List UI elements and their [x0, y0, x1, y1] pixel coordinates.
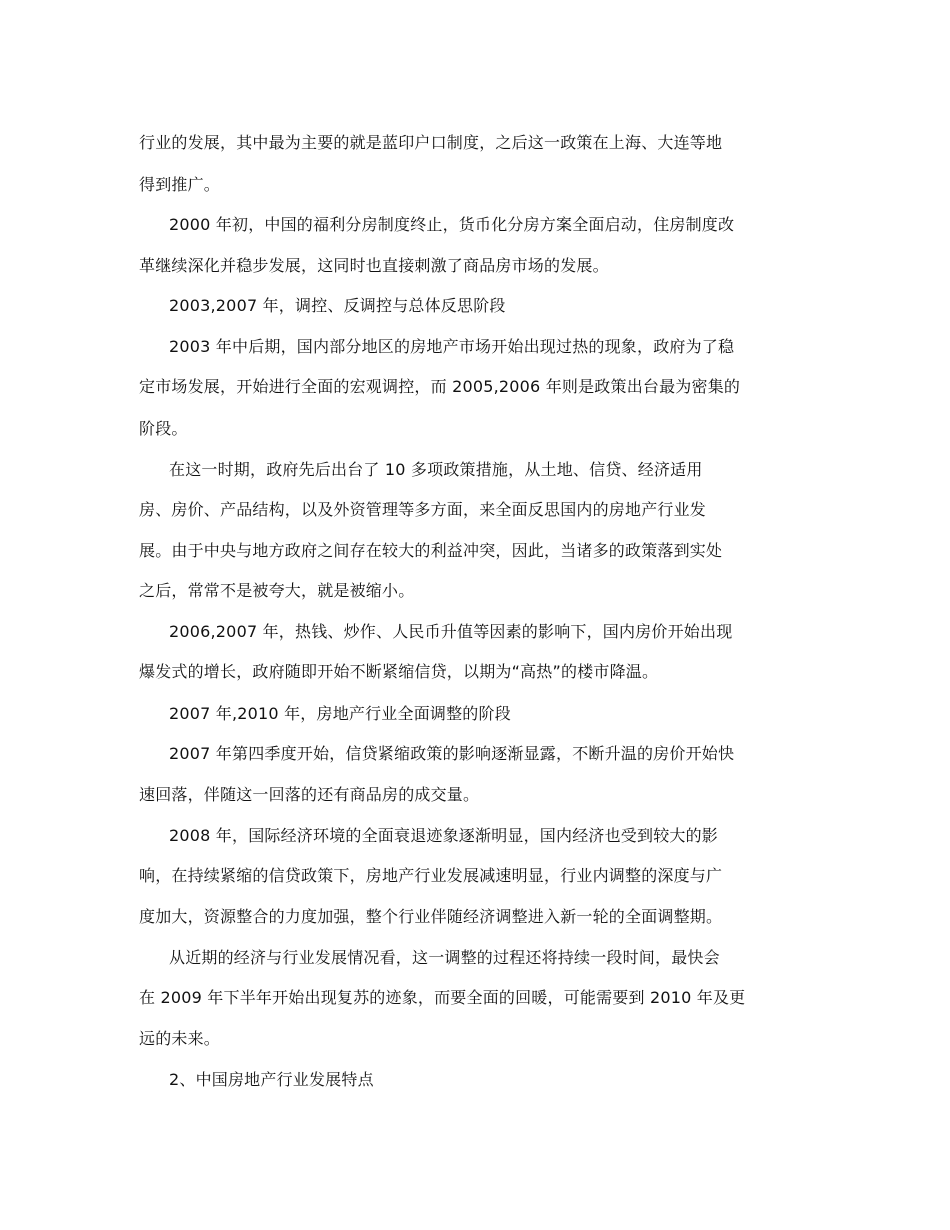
section-heading: 2003,2007 年，调控、反调控与总体反思阶段	[169, 296, 506, 315]
text-line: 远的未来。	[139, 1029, 221, 1048]
text-line: 2008 年，国际经济环境的全面衰退迹象逐渐明显，国内经济也受到较大的影	[169, 826, 719, 845]
text-line: 响，在持续紧缩的信贷政策下，房地产行业发展减速明显，行业内调整的深度与广	[139, 866, 723, 885]
text-line: 定市场发展，开始进行全面的宏观调控，而 2005,2006 年则是政策出台最为密集的	[139, 377, 741, 396]
text-line: 速回落，伴随这一回落的还有商品房的成交量。	[139, 785, 480, 804]
text-line: 阶段。	[139, 419, 188, 438]
text-line: 在这一时期，政府先后出台了 10 多项政策措施，从土地、信贷、经济适用	[169, 460, 703, 479]
text-line: 2003 年中后期，国内部分地区的房地产市场开始出现过热的现象，政府为了稳	[169, 337, 735, 356]
text-line: 2007 年第四季度开始，信贷紧缩政策的影响逐渐显露，不断升温的房价开始快	[169, 744, 735, 763]
text-line: 度加大，资源整合的力度加强，整个行业伴随经济调整进入新一轮的全面调整期。	[139, 907, 723, 926]
text-line: 得到推广。	[139, 175, 221, 194]
text-line: 行业的发展，其中最为主要的就是蓝印户口制度，之后这一政策在上海、大连等地	[139, 133, 723, 152]
text-line: 2000 年初，中国的福利分房制度终止，货币化分房方案全面启动，住房制度改	[169, 215, 735, 234]
section-heading: 2007 年,2010 年，房地产行业全面调整的阶段	[169, 704, 511, 723]
text-line: 爆发式的增长，政府随即开始不断紧缩信贷，以期为“高热”的楼市降温。	[139, 662, 659, 681]
text-line: 之后，常常不是被夸大，就是被缩小。	[139, 581, 415, 600]
text-line: 革继续深化并稳步发展，这同时也直接刺激了商品房市场的发展。	[139, 256, 609, 275]
text-line: 展。由于中央与地方政府之间存在较大的利益冲突，因此，当诸多的政策落到实处	[139, 541, 723, 560]
text-line: 房、房价、产品结构，以及外资管理等多方面，来全面反思国内的房地产行业发	[139, 500, 707, 519]
text-line: 在 2009 年下半年开始出现复苏的迹象，而要全面的回暖，可能需要到 2010 年及更	[139, 988, 746, 1007]
text-line: 从近期的经济与行业发展情况看，这一调整的过程还将持续一段时间，最快会	[169, 948, 720, 967]
text-line: 2006,2007 年，热钱、炒作、人民币升值等因素的影响下，国内房价开始出现	[169, 622, 733, 641]
section-heading: 2、中国房地产行业发展特点	[169, 1070, 374, 1089]
